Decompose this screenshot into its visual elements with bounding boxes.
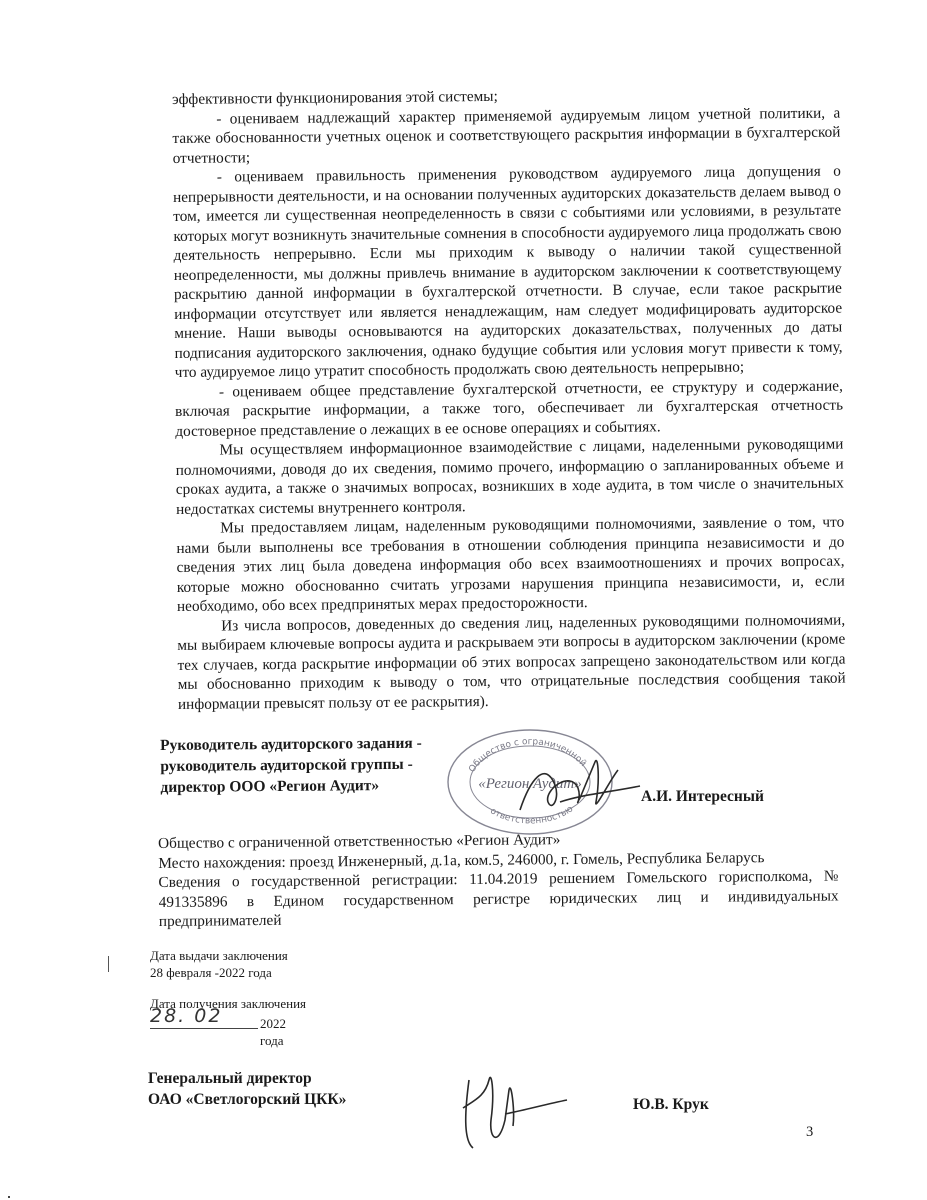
paragraph-overall-presentation: - оцениваем общее представление бухгалтерской отчетности, ее структуру и содержание, включая раскрытие информации, а также того, обеспечивает ли бухгалтерская отчетность достоверное представление о лежащих в ее основе операциях и событиях. xyxy=(175,377,844,440)
auditor-signature-block xyxy=(160,732,461,798)
auditor-name: А.И. Интересный xyxy=(641,788,764,805)
auditor-signature-icon xyxy=(500,740,650,840)
date-underline xyxy=(150,1028,258,1029)
auditor-title-line-2: руководитель аудиторской группы - xyxy=(160,755,413,775)
company-info-block xyxy=(158,827,839,931)
margin-mark xyxy=(108,956,109,972)
company-registration: Сведения о государственной регистрации: 11.04.2019 решением Гомельского горисполкома, № 491335896 в Едином государственном регистре юридических лиц и индивидуальных предпринимателей xyxy=(158,867,839,930)
stamp-top-arc-text: Общество с ограниченной xyxy=(467,737,589,775)
auditor-title-line-3: директор ООО «Регион Аудит» xyxy=(160,777,380,796)
receipt-date-block xyxy=(150,995,307,1048)
paragraph-communication: Мы осуществляем информационное взаимодействие с лицами, наделенными руководящими полномочиями, доводя до их сведения, помимо прочего, информацию о запланированных объеме и сроках аудита, а также о значимых вопросах, возникших в ходе аудита, в том числе о значительных недостатках системы внутреннего контроля. xyxy=(175,435,844,518)
audit-text-body xyxy=(172,84,846,714)
stamp-center-text: «Регион Аудит» xyxy=(478,776,582,792)
director-title: Генеральный директор xyxy=(148,1070,312,1087)
paragraph-independence: Мы предоставляем лицам, наделенным руководящими полномочиями, заявление о том, что нами были выполнены все требования в отношении соблюдения принципа независимости и до сведения этих лиц была доведена информация обо всех взаимоотношениях и прочих вопросах, которые можно обоснованно считать угрозами нарушения принципа независимости, и, если необходимо, обо всех предпринятых мерах предосторожности. xyxy=(176,513,845,615)
receipt-date-label: Дата получения заключения xyxy=(150,996,307,1011)
director-company: ОАО «Светлогорский ЦКК» xyxy=(148,1091,347,1108)
company-address: Место нахождения: проезд Инженерный, д.1а, ком.5, 246000, г. Гомель, Республика Беларусь xyxy=(158,848,765,872)
page-number: 3 xyxy=(806,1124,814,1140)
paragraph-key-audit-matters: Из числа вопросов, доведенных до сведения лиц, наделенных руководящими полномочиями, мы выбираем ключевые вопросы аудита и раскрываем эти вопросы в аудиторском заключении (кроме тех случаев, когда раскрытие информации об этих вопросах запрещено законодательством или когда мы обоснованно приходим к выводу о том, что отрицательные последствия сообщения такой информации превысят пользу от ее раскрытия). xyxy=(177,611,846,713)
handwritten-date: 28. 02 xyxy=(150,1005,223,1027)
issue-date-value: 28 февраля -2022 года xyxy=(150,965,272,980)
director-name: Ю.В. Крук xyxy=(633,1096,709,1113)
issue-date-block xyxy=(150,947,288,981)
company-name: Общество с ограниченной ответственностью «Регион Аудит» xyxy=(158,831,561,852)
director-signature-block xyxy=(148,1068,346,1110)
director-signature-icon xyxy=(455,1060,575,1160)
paragraph-1: эффективности функционирования этой системы; xyxy=(172,87,498,108)
auditor-title-line-1: Руководитель аудиторского задания - xyxy=(160,734,422,754)
receipt-date-line xyxy=(150,1005,306,1048)
paragraph-accounting-policy: - оцениваем надлежащий характер применяемой аудируемым лицом учетной политики, а также обоснованности учетных оценок и соответствующего раскрытия информации в бухгалтерской отчетности; xyxy=(172,104,841,167)
scan-dot xyxy=(8,1196,10,1198)
issue-date-label: Дата выдачи заключения xyxy=(150,948,288,963)
paragraph-going-concern: - оцениваем правильность применения руководством аудируемого лица допущения о непрерывности деятельности, и на основании полученных аудиторских доказательств делаем вывод о том, имеется ли существенная неопределенность в связи с событиями или условиями, в результате которых могут возникнуть значительные сомнения в способности аудируемого лица продолжать свою деятельность непрерывно. Если мы приходим к выводу о наличии такой существенной неопределенности, мы должны привлечь внимание в аудиторском заключении к соответствующему раскрытию данной информации в бухгалтерской отчетности. В случае, если такое раскрытие информации отсутствует или является ненадлежащим, нам следует модифицировать аудиторское мнение. Наши выводы основываются на аудиторских доказательствах, полученных до даты подписания аудиторского заключения, однако будущие события или условия могут привести к тому, что аудируемое лицо утратит способность продолжать свою деятельность непрерывно; xyxy=(172,162,843,381)
stamp-bottom-arc-text: ответственностью xyxy=(488,804,576,827)
receipt-year: 2022 года xyxy=(260,1016,286,1048)
